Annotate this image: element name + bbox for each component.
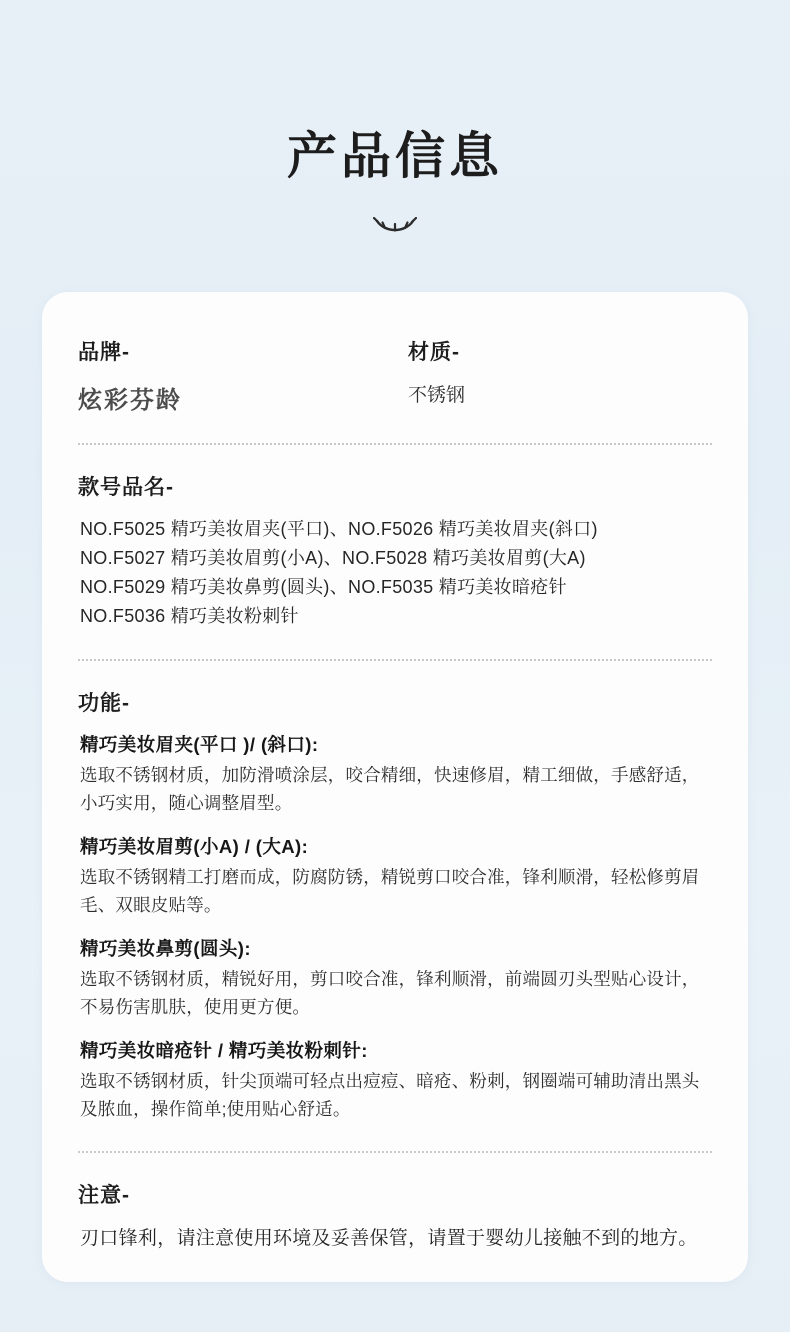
function-item bbox=[78, 935, 712, 1021]
functions-label: 功能- bbox=[78, 692, 130, 716]
models-list bbox=[78, 515, 712, 632]
material-field bbox=[408, 336, 712, 407]
function-title: 精巧美妆鼻剪(圆头): bbox=[80, 938, 251, 960]
function-title: 精巧美妆眉剪(小A) / (大A): bbox=[80, 836, 309, 858]
brand-material-row bbox=[78, 336, 712, 415]
divider-3 bbox=[78, 1151, 712, 1153]
function-description: 选取不锈钢材质，精锐好用，剪口咬合准，锋利顺滑，前端圆刃头型贴心设计，不易伤害肌肤，使用更方便。 bbox=[80, 969, 700, 1018]
function-item bbox=[78, 1037, 712, 1123]
function-item bbox=[78, 731, 712, 817]
product-info-page bbox=[0, 34, 790, 1332]
models-section bbox=[78, 471, 712, 632]
model-line: NO.F5029 精巧美妆鼻剪(圆头)、NO.F5035 精巧美妆暗疮针 bbox=[80, 576, 567, 597]
models-label: 款号品名- bbox=[78, 475, 174, 499]
material-label: 材质- bbox=[408, 340, 460, 364]
function-title: 精巧美妆眉夹(平口 )/ (斜口): bbox=[80, 734, 319, 756]
function-description: 选取不锈钢材质，针尖顶端可轻点出痘痘、暗疮、粉刺，钢圈端可辅助清出黑头及脓血，操作简单;使用贴心舒适。 bbox=[80, 1071, 700, 1120]
notice-section bbox=[78, 1179, 712, 1254]
model-line: NO.F5025 精巧美妆眉夹(平口)、NO.F5026 精巧美妆眉夹(斜口) bbox=[80, 518, 598, 539]
brand-label: 品牌- bbox=[78, 340, 130, 364]
model-line: NO.F5027 精巧美妆眉剪(小A)、NO.F5028 精巧美妆眉剪(大A) bbox=[80, 547, 586, 568]
functions-section bbox=[78, 687, 712, 1123]
brand-value: 炫彩芬龄 bbox=[78, 386, 182, 414]
model-line: NO.F5036 精巧美妆粉刺针 bbox=[80, 605, 299, 626]
divider-2 bbox=[78, 659, 712, 661]
notice-text: 刃口锋利，请注意使用环境及妥善保管，请置于婴幼儿接触不到的地方。 bbox=[80, 1228, 698, 1250]
divider-1 bbox=[78, 443, 712, 445]
material-value: 不锈钢 bbox=[408, 384, 466, 406]
product-info-card bbox=[42, 292, 748, 1282]
function-title: 精巧美妆暗疮针 / 精巧美妆粉刺针: bbox=[80, 1040, 368, 1062]
page-title: 产品信息 bbox=[287, 127, 503, 184]
brand-field bbox=[78, 336, 408, 415]
function-item bbox=[78, 833, 712, 919]
notice-label: 注意- bbox=[78, 1184, 130, 1208]
eyelash-icon bbox=[0, 217, 790, 247]
function-description: 选取不锈钢精工打磨而成，防腐防锈，精锐剪口咬合准，锋利顺滑，轻松修剪眉毛、双眼皮贴等。 bbox=[80, 867, 700, 916]
function-description: 选取不锈钢材质，加防滑喷涂层，咬合精细，快速修眉，精工细做，手感舒适，小巧实用，随心调整眉型。 bbox=[80, 765, 700, 814]
